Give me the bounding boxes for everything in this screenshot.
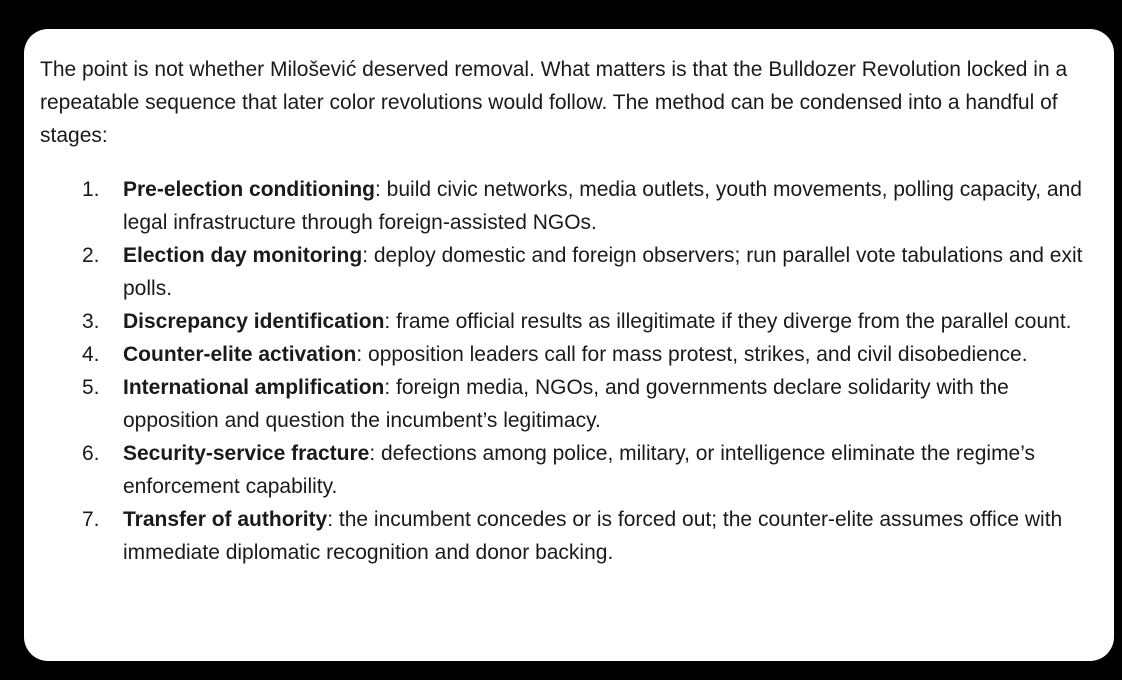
stage-number: 1. — [82, 178, 100, 201]
stage-item-5 — [40, 371, 1104, 437]
stage-description: : build civic networks, media outlets, youth movements, polling capacity, and legal infrastructure through foreign-assisted NGOs. — [123, 178, 1082, 234]
stage-term: Discrepancy identification — [123, 310, 385, 333]
stage-description: : deploy domestic and foreign observers; run parallel vote tabulations and exit polls. — [123, 244, 1083, 300]
stage-number: 6. — [82, 442, 100, 465]
text-card — [24, 29, 1114, 661]
stage-term: Pre-election conditioning — [123, 178, 376, 201]
stage-item-2 — [40, 239, 1104, 305]
stage-number: 7. — [82, 508, 100, 531]
stage-item-4 — [40, 338, 1104, 371]
stage-number: 4. — [82, 343, 100, 366]
stage-number: 2. — [82, 244, 100, 267]
stage-term: Security-service fracture — [123, 442, 370, 465]
stage-term: Transfer of authority — [123, 508, 328, 531]
stage-number: 3. — [82, 310, 100, 333]
stage-item-3 — [40, 305, 1104, 338]
stage-term: Counter-elite activation — [123, 343, 357, 366]
stages-list — [40, 173, 1104, 569]
stage-number: 5. — [82, 376, 100, 399]
stage-item-6 — [40, 437, 1104, 503]
stage-term: Election day monitoring — [123, 244, 363, 267]
stage-description: : foreign media, NGOs, and governments declare solidarity with the opposition and question the incumbent’s legitimacy. — [123, 376, 1009, 432]
intro-paragraph: The point is not whether Milošević deserved removal. What matters is that the Bulldozer Revolution locked in a repeatable sequence that later color revolutions would follow. The method can be condensed into a handful of stages: — [40, 58, 1068, 147]
stage-term: International amplification — [123, 376, 385, 399]
stage-description: : opposition leaders call for mass protest, strikes, and civil disobedience. — [356, 343, 1028, 366]
stage-item-1 — [40, 173, 1104, 239]
stage-description: : the incumbent concedes or is forced out; the counter-elite assumes office with immediate diplomatic recognition and donor backing. — [123, 508, 1063, 564]
stage-item-7 — [40, 503, 1104, 569]
stage-description: : defections among police, military, or intelligence eliminate the regime’s enforcement capability. — [123, 442, 1036, 498]
stage-description: : frame official results as illegitimate if they diverge from the parallel count. — [384, 310, 1072, 333]
